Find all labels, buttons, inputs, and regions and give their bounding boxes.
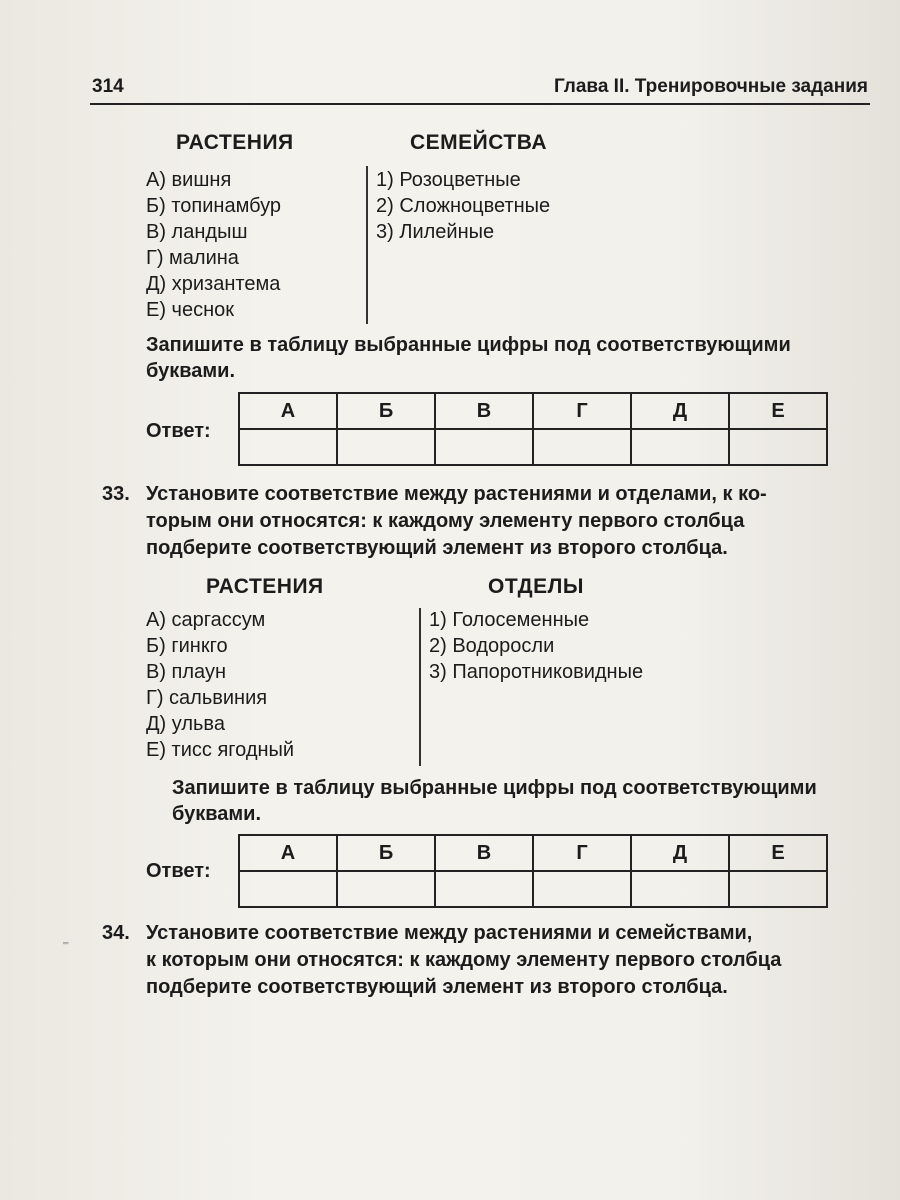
list-item: Г) сальвиния	[146, 687, 268, 709]
plants-column-heading: РАСТЕНИЯ	[206, 575, 324, 598]
answer-cell[interactable]	[631, 429, 729, 465]
letter-cell: Е	[729, 835, 827, 871]
answer-table	[238, 834, 828, 908]
answer-cell[interactable]	[337, 871, 435, 907]
list-item: Д) ульва	[146, 713, 225, 735]
task-number: 34.	[102, 922, 130, 944]
answer-label: Ответ:	[146, 860, 211, 882]
margin-mark: ⁼	[62, 939, 70, 954]
letter-cell: А	[239, 393, 337, 429]
list-item: 2) Водоросли	[429, 635, 555, 657]
list-item: Б) гинкго	[146, 635, 228, 657]
letter-cell: Е	[729, 393, 827, 429]
families-list	[376, 167, 550, 245]
list-item: А) вишня	[146, 169, 232, 191]
task-33: 33. Установите соответствие между растениями и отделами, к ко- торым они относятся: к каждому элементу первого столбца подберите соответствующий элемент из второго столбца.	[102, 483, 767, 559]
plants-list	[146, 607, 294, 763]
column-divider	[366, 166, 368, 324]
list-item: Б) топинамбур	[146, 195, 282, 217]
list-item: 1) Голосеменные	[429, 609, 590, 631]
list-item: Д) хризантема	[146, 273, 281, 295]
plants-list	[146, 167, 281, 323]
list-item: 3) Лилейные	[376, 221, 495, 243]
letter-cell: Г	[533, 393, 631, 429]
answer-label: Ответ:	[146, 420, 211, 442]
chapter-title: Глава II. Тренировочные задания	[553, 76, 868, 97]
answer-cell[interactable]	[239, 429, 337, 465]
answer-table	[238, 392, 828, 466]
task-number: 33.	[102, 483, 130, 505]
page-header	[92, 76, 868, 104]
list-item: 3) Папоротниковидные	[429, 661, 644, 683]
letter-cell: Б	[337, 393, 435, 429]
plants-column-heading: РАСТЕНИЯ	[176, 131, 294, 154]
list-item: Г) малина	[146, 247, 239, 269]
answer-cell[interactable]	[631, 871, 729, 907]
letter-cell: А	[239, 835, 337, 871]
table-row	[239, 871, 827, 907]
table-row	[239, 429, 827, 465]
answer-cell[interactable]	[435, 429, 533, 465]
families-column-heading: СЕМЕЙСТВА	[410, 131, 548, 154]
answer-cell[interactable]	[435, 871, 533, 907]
answer-cell[interactable]	[729, 429, 827, 465]
table-row	[239, 393, 827, 429]
list-item: А) саргассум	[146, 609, 266, 631]
answer-cell[interactable]	[533, 429, 631, 465]
header-rule	[90, 103, 870, 105]
letter-cell: В	[435, 835, 533, 871]
divisions-column-heading: ОТДЕЛЫ	[488, 575, 584, 598]
page-number: 314	[92, 76, 124, 97]
task-34: 34. Установите соответствие между растениями и семействами, к которым они относятся: к каждому элементу первого столбца подберите соответствующий элемент из второго столбца.	[102, 922, 782, 998]
letter-cell: Г	[533, 835, 631, 871]
answer-cell[interactable]	[337, 429, 435, 465]
letter-cell: Д	[631, 393, 729, 429]
list-item: 1) Розоцветные	[376, 169, 521, 191]
table-row	[239, 835, 827, 871]
answer-cell[interactable]	[729, 871, 827, 907]
letter-cell: Д	[631, 835, 729, 871]
list-item: 2) Сложноцветные	[376, 195, 551, 217]
list-item: Е) тисс ягодный	[146, 739, 295, 761]
instruction-text: Запишите в таблицу выбранные цифры под соответствующими буквами.	[146, 334, 791, 382]
instruction-text: Запишите в таблицу выбранные цифры под соответствующими буквами.	[172, 777, 817, 825]
list-item: В) ландыш	[146, 221, 248, 243]
column-divider	[419, 608, 421, 766]
answer-cell[interactable]	[239, 871, 337, 907]
list-item: Е) чеснок	[146, 299, 235, 321]
divisions-list	[429, 607, 643, 685]
answer-cell[interactable]	[533, 871, 631, 907]
letter-cell: Б	[337, 835, 435, 871]
letter-cell: В	[435, 393, 533, 429]
list-item: В) плаун	[146, 661, 226, 683]
